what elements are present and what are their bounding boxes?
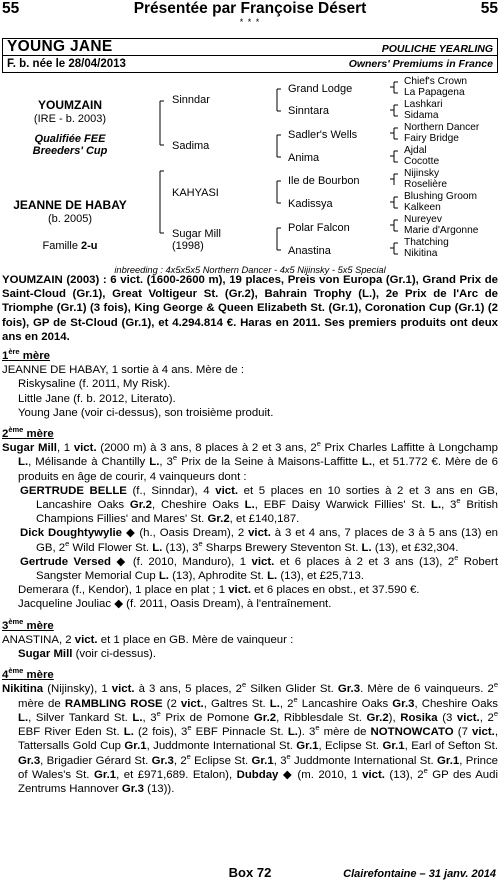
mere3-winner: Sugar Mill (voir ci-dessus). — [18, 648, 156, 661]
sale-place-date: Clairefontaine – 31 janv. 2014 — [343, 868, 496, 880]
gen3-8: Anastina — [288, 245, 331, 257]
horse-title-box — [2, 38, 498, 73]
section-3eme-mere: 3ème mère — [2, 616, 54, 632]
gen4-2: La Papagena — [404, 87, 465, 98]
gen4-15: Thatching — [404, 237, 449, 248]
gen3-1: Grand Lodge — [288, 83, 353, 95]
gen2-sire-dam: Sadima — [172, 140, 210, 152]
family-line — [0, 240, 140, 252]
gen3-6: Kadissya — [288, 198, 333, 210]
sire-note-fee: Qualifiée FEE — [34, 133, 106, 145]
gen4-6: Fairy Bridge — [404, 133, 459, 144]
gen3-2: Sinntara — [288, 105, 329, 117]
page-number-right: 55 — [480, 0, 498, 17]
mere1-produce-1: Riskysaline (f. 2011, My Risk). — [18, 378, 171, 391]
inbreeding-line: inbreeding : 4x5x5x5 Northern Dancer - 4x5 Nijinsky - 5x5 Special — [114, 265, 386, 275]
gen4-16: Nikitina — [404, 248, 438, 259]
mere1-produce-2: Little Jane (f. b. 2012, Literato). — [18, 392, 176, 405]
mere1-produce-3: Young Jane (voir ci-dessus), son troisième produit. — [18, 406, 274, 419]
family-label: Famille — [42, 240, 81, 252]
gen3-5: Ile de Bourbon — [288, 175, 360, 187]
pedigree-table — [0, 73, 500, 273]
produce-demerara: Demerara (f., Kendor), 1 place en plat ; 1 vict. et 6 places en obst., et 37.590 €. — [18, 584, 420, 597]
section-2eme-mere: 2ème mère — [2, 425, 54, 441]
gen4-13: Nureyev — [404, 214, 442, 225]
gen4-3: Lashkari — [404, 99, 443, 110]
catalogue-body — [2, 273, 498, 796]
gen3-4: Anima — [288, 152, 320, 164]
page-header — [0, 0, 500, 26]
sire-info: (IRE - b. 2003) — [33, 113, 107, 125]
box-number: Box 72 — [228, 865, 272, 880]
gen4-8: Cocotte — [404, 156, 440, 167]
gen4-11: Blushing Groom — [404, 191, 478, 202]
page-title: Présentée par Françoise Désert — [133, 0, 367, 17]
title-divider — [3, 55, 497, 56]
produce-dick-doughtywylie: Dick Doughtywylie ◆ (h., Oasis Dream), 2 vict. à 3 et 4 ans, 7 places de 3 à 5 ans (13) en GB, 2e Wild Flower St. L. (13), 3e Sharps Brewery Steventon St. L. (13), et £32,304. — [20, 527, 498, 554]
gen3-7: Polar Falcon — [288, 222, 350, 234]
sire-record: YOUMZAIN (2003) : 6 vict. (1600-2600 m), 19 places, Preis von Europa (Gr.1), Grand Prix de Saint-Cloud (Gr.1), Great Voltigeur St. (Gr.2), Bahrain Trophy (L.), 2e Prix de l'Arc de Triomphe (Gr.1) (3 fois), King George & Queen Elizabeth St. (Gr.1), Coronation Cup (Gr.1) (2 fois), GP de St-Cloud (Gr.1), et 4.294.814 €. Haras en 2011. Ses premiers produits ont deux ans en 2014. — [2, 274, 498, 343]
gen2-dam-sire: KAHYASI — [172, 187, 219, 199]
horse-category: POULICHE YEARLING — [381, 43, 493, 55]
mere3-anastina: ANASTINA, 2 vict. et 1 place en GB. Mère de vainqueur : — [2, 633, 294, 646]
dam-name: JEANNE DE HABAY — [13, 198, 127, 212]
produce-gertrude-versed: Gertrude Versed ◆ (f. 2010, Manduro), 1 vict. et 6 places à 2 et 3 ans (13), 2e Robert Sangster Memorial Cup L. (13), Aphrodite St. L. (13), et £25,713. — [20, 553, 498, 583]
gen4-10: Roselière — [404, 179, 448, 190]
gen4-9: Nijinsky — [404, 168, 440, 179]
gen2-sire-sire: Sinndar — [172, 94, 210, 106]
produce-jacqueline-jouliac: Jacqueline Jouliac ◆ (f. 2011, Oasis Dream), à l'entraînement. — [18, 598, 332, 611]
mere1-intro: JEANNE DE HABAY, 1 sortie à 4 ans. Mère de : — [2, 364, 245, 377]
mere4-nikitina: Nikitina (Nijinsky), 1 vict. à 3 ans, 5 places, 2e Silken Glider St. Gr.3. Mère de 6 vainqueurs. 2e mère de RAMBLING ROSE (2 vict., Galtres St. L., 2e Lancashire Oaks Gr.3, Cheshire Oaks L., Silver Tankard St. L., 3e Prix de Pomone Gr.2, Ribblesdale St. Gr.2), Rosika (3 vict., 2e EBF River Eden St. L. (2 fois), 3e EBF Pinnacle St. L.). 3e mère de NOTNOWCATO (7 vict., Tattersalls Gold Cup Gr.1, Juddmonte International St. Gr.1, Eclipse St. Gr.1, Earl of Sefton St. Gr.3, Brigadier Gérard St. Gr.3, 2e Eclipse St. Gr.1, 3e Juddmonte International St. Gr.1, Prince of Wales's St. Gr.1, et £971,689. Etalon), Dubday ◆ (m. 2010, 1 vict. (13), 2e GP des Audi Zentrums Hannover Gr.3 (13)). — [2, 680, 499, 795]
gen4-1: Chief's Crown — [404, 76, 468, 87]
sire-name: YOUMZAIN — [38, 98, 102, 112]
gen4-12: Kalkeen — [404, 202, 441, 213]
page-footer — [0, 866, 500, 881]
section-1ere-mere: 1ère mère — [2, 347, 51, 363]
gen2-dam-dam-year: (1998) — [172, 240, 204, 252]
gen2-dam-dam: Sugar Mill — [172, 228, 221, 240]
gen4-14: Marie d'Argonne — [404, 225, 479, 236]
gen4-5: Northern Dancer — [404, 122, 480, 133]
produce-gertrude-belle: GERTRUDE BELLE (f., Sinndar), 4 vict. et 5 places en 10 sorties à 2 et 3 ans en GB, Lancashire Oaks Gr.2, Cheshire Oaks L., EBF Daisy Warwick Fillies' St. L., 3e British Champions Fillies' and Mares' St. Gr.2, et £140,187. — [20, 484, 499, 526]
gen4-7: Ajdal — [404, 145, 427, 156]
title-stars: * * * — [239, 17, 261, 27]
section-4eme-mere: 4ème mère — [2, 666, 54, 682]
family-value: 2-u — [81, 240, 98, 252]
horse-name: YOUNG JANE — [7, 38, 113, 55]
mere2-sugar-mill: Sugar Mill, 1 vict. (2000 m) à 3 ans, 8 places à 2 et 3 ans, 2e Prix Charles Laffitte à Longchamp L., Mélisande à Chantilly L., 3e Prix de la Seine à Maisons-Laffitte L., et 51.772 €. Mère de 6 produits en âge de courir, 4 vainqueurs dont : — [2, 439, 499, 483]
owners-premium: Owners' Premiums in France — [348, 58, 493, 70]
page-number-left: 55 — [2, 0, 20, 17]
gen4-4: Sidama — [404, 110, 439, 121]
horse-birth: F. b. née le 28/04/2013 — [7, 58, 126, 70]
gen3-3: Sadler's Wells — [288, 129, 358, 141]
dam-info: (b. 2005) — [47, 213, 93, 225]
sire-note-breeders-cup: Breeders' Cup — [32, 145, 108, 157]
